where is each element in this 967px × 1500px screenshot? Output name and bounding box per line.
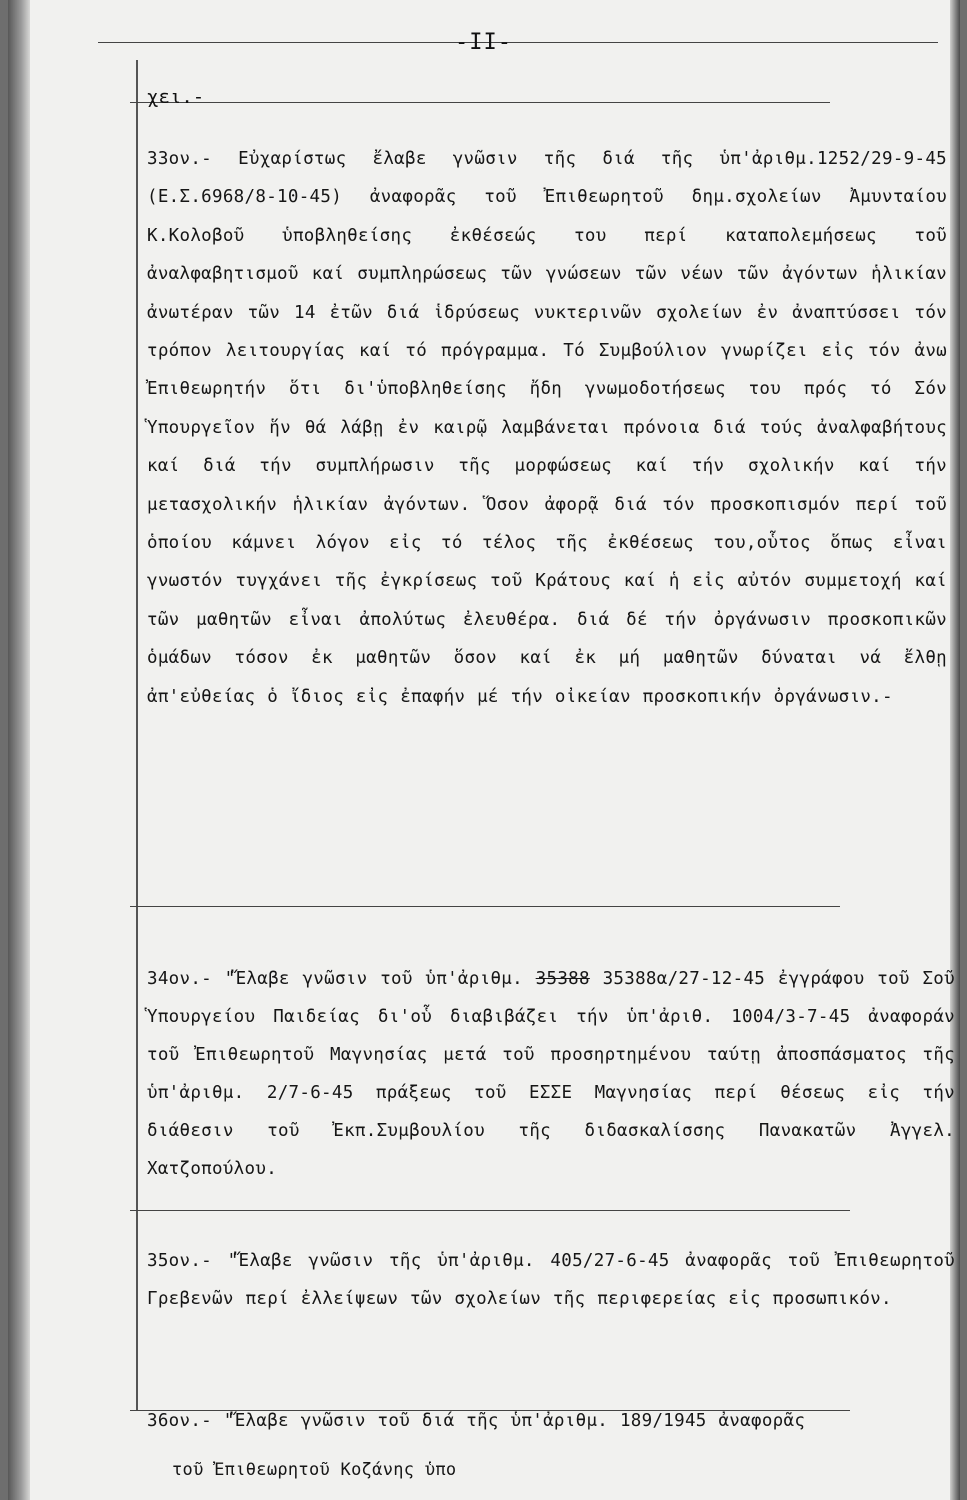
item-text: Εὐχαρίστως ἔλαβε γνῶσιν τῆς διά τῆς ὑπ'ἀριθμ.1252/29-9-45 (Ε.Σ.6968/8-10-45) ἀναφορᾶς τοῦ Ἐπιθεωρητοῦ δημ.σχολείων Ἀμυνταίου Κ.Κολοβοῦ ὑποβληθείσης ἐκθέσεώς του περί καταπολεμήσεως τοῦ ἀναλφαβητισμοῦ καί συμπληρώσεως τῶν γνώσεων τῶν νέων τῶν ἀγόντων ἡλικίαν ἀνωτέραν τῶν 14 ἐτῶν διά ἱδρύσεως νυκτερινῶν σχολείων ἐν ἀναπτύσσει τόν τρόπον λειτουργίας καί τό πρόγραμμα. Τό Συμβούλιον γνωρίζει εἰς τόν ἀνω Ἐπιθεωρητήν ὅτι δι'ὑποβληθείσης ἤδη γνωμοδοτήσεως του πρός τό Σόν Ὑπουργεῖον ἥν θά λάβῃ ἐν καιρῷ λαμβάνεται πρόνοια διά τούς ἀναλφαβήτους καί διά τήν συμπλήρωσιν τῆς μορφώσεως καί τήν σχολικήν καί τήν μετασχολικήν ἡλικίαν ἀγόντων. Ὅσον ἀφορᾷ διά τόν προσκοπισμόν περί τοῦ ὁποίου κάμνει λόγον εἰς τό τέλος τῆς ἐκθέσεως του,οὗτος ὅπως εἶναι γνωστόν τυγχάνει τῆς ἐγκρίσεως τοῦ Κράτους καί ἡ εἰς αὐτόν συμμετοχή καί τῶν μαθητῶν εἶναι ἀπολύτως ἐλευθέρα. διά δέ τήν ὀργάνωσιν προσκοπικῶν ὁμάδων τόσον ἐκ μαθητῶν ὅσον καί ἐκ μή μαθητῶν δύναται νά ἔλθῃ ἀπ'εὐθείας ὁ ἴδιος εἰς ἐπαφήν μέ τήν οἰκείαν προσκοπικήν ὀργάνωσιν.- — [147, 149, 947, 707]
previous-page-continuation: χει.- — [147, 86, 205, 108]
item-text: "Ἔλαβε γνῶσιν τῆς ὑπ'ἀριθμ. 405/27-6-45 ἀναφορᾶς τοῦ Ἐπιθεωρητοῦ Γρεβενῶν περί ἐλλείψεων τῶν σχολείων τῆς περιφερείας εἰς προσωπικόν. — [147, 1251, 955, 1309]
item-number: 34ον.- — [147, 969, 213, 989]
agenda-item-36 — [147, 1402, 955, 1440]
page-binding-shadow — [8, 0, 30, 1500]
agenda-item-33 — [147, 140, 947, 716]
page-number: -II- — [455, 30, 512, 55]
header-rule — [130, 102, 830, 103]
item-text: "Ἔλαβε γνῶσιν τοῦ διά τῆς ὑπ'ἀριθμ. 189/1945 ἀναφορᾶς — [223, 1411, 806, 1431]
item-text: "Ἔλαβε γνῶσιν τοῦ ὑπ'ἀριθμ. — [224, 969, 523, 989]
agenda-item-35 — [147, 1242, 955, 1318]
item-number: 33ον.- — [147, 149, 213, 169]
struck-out-text: 35388 — [535, 969, 590, 989]
item-number: 35ον.- — [147, 1251, 213, 1271]
item-text: 35388α/27-12-45 ἐγγράφου τοῦ Σοῦ Ὑπουργείου Παιδείας δι'οὗ διαβιβάζει τήν ὑπ'ἀριθ. 1004/3-7-45 ἀναφοράν τοῦ Ἐπιθεωρητοῦ Μαγνησίας μετά τοῦ προσηρτημένου ταύτῃ ἀποσπάσματος τῆς ὑπ'ἀριθμ. 2/7-6-45 πράξεως τοῦ ΕΣΣΕ Μαγνησίας περί θέσεως εἰς τήν διάθεσιν τοῦ Ἐκπ.Συμβουλίου τῆς διδασκαλίσσης Πανακατῶν Ἀγγελ. Χατζοπούλου. — [147, 969, 955, 1179]
agenda-item-34 — [147, 960, 955, 1188]
section-divider — [130, 906, 840, 907]
section-divider — [130, 1210, 850, 1211]
margin-rule — [136, 60, 138, 1410]
next-page-continuation: τοῦ Ἐπιθεωρητοῦ Κοζάνης ὑπο — [172, 1460, 457, 1480]
item-number: 36ον.- — [147, 1411, 213, 1431]
